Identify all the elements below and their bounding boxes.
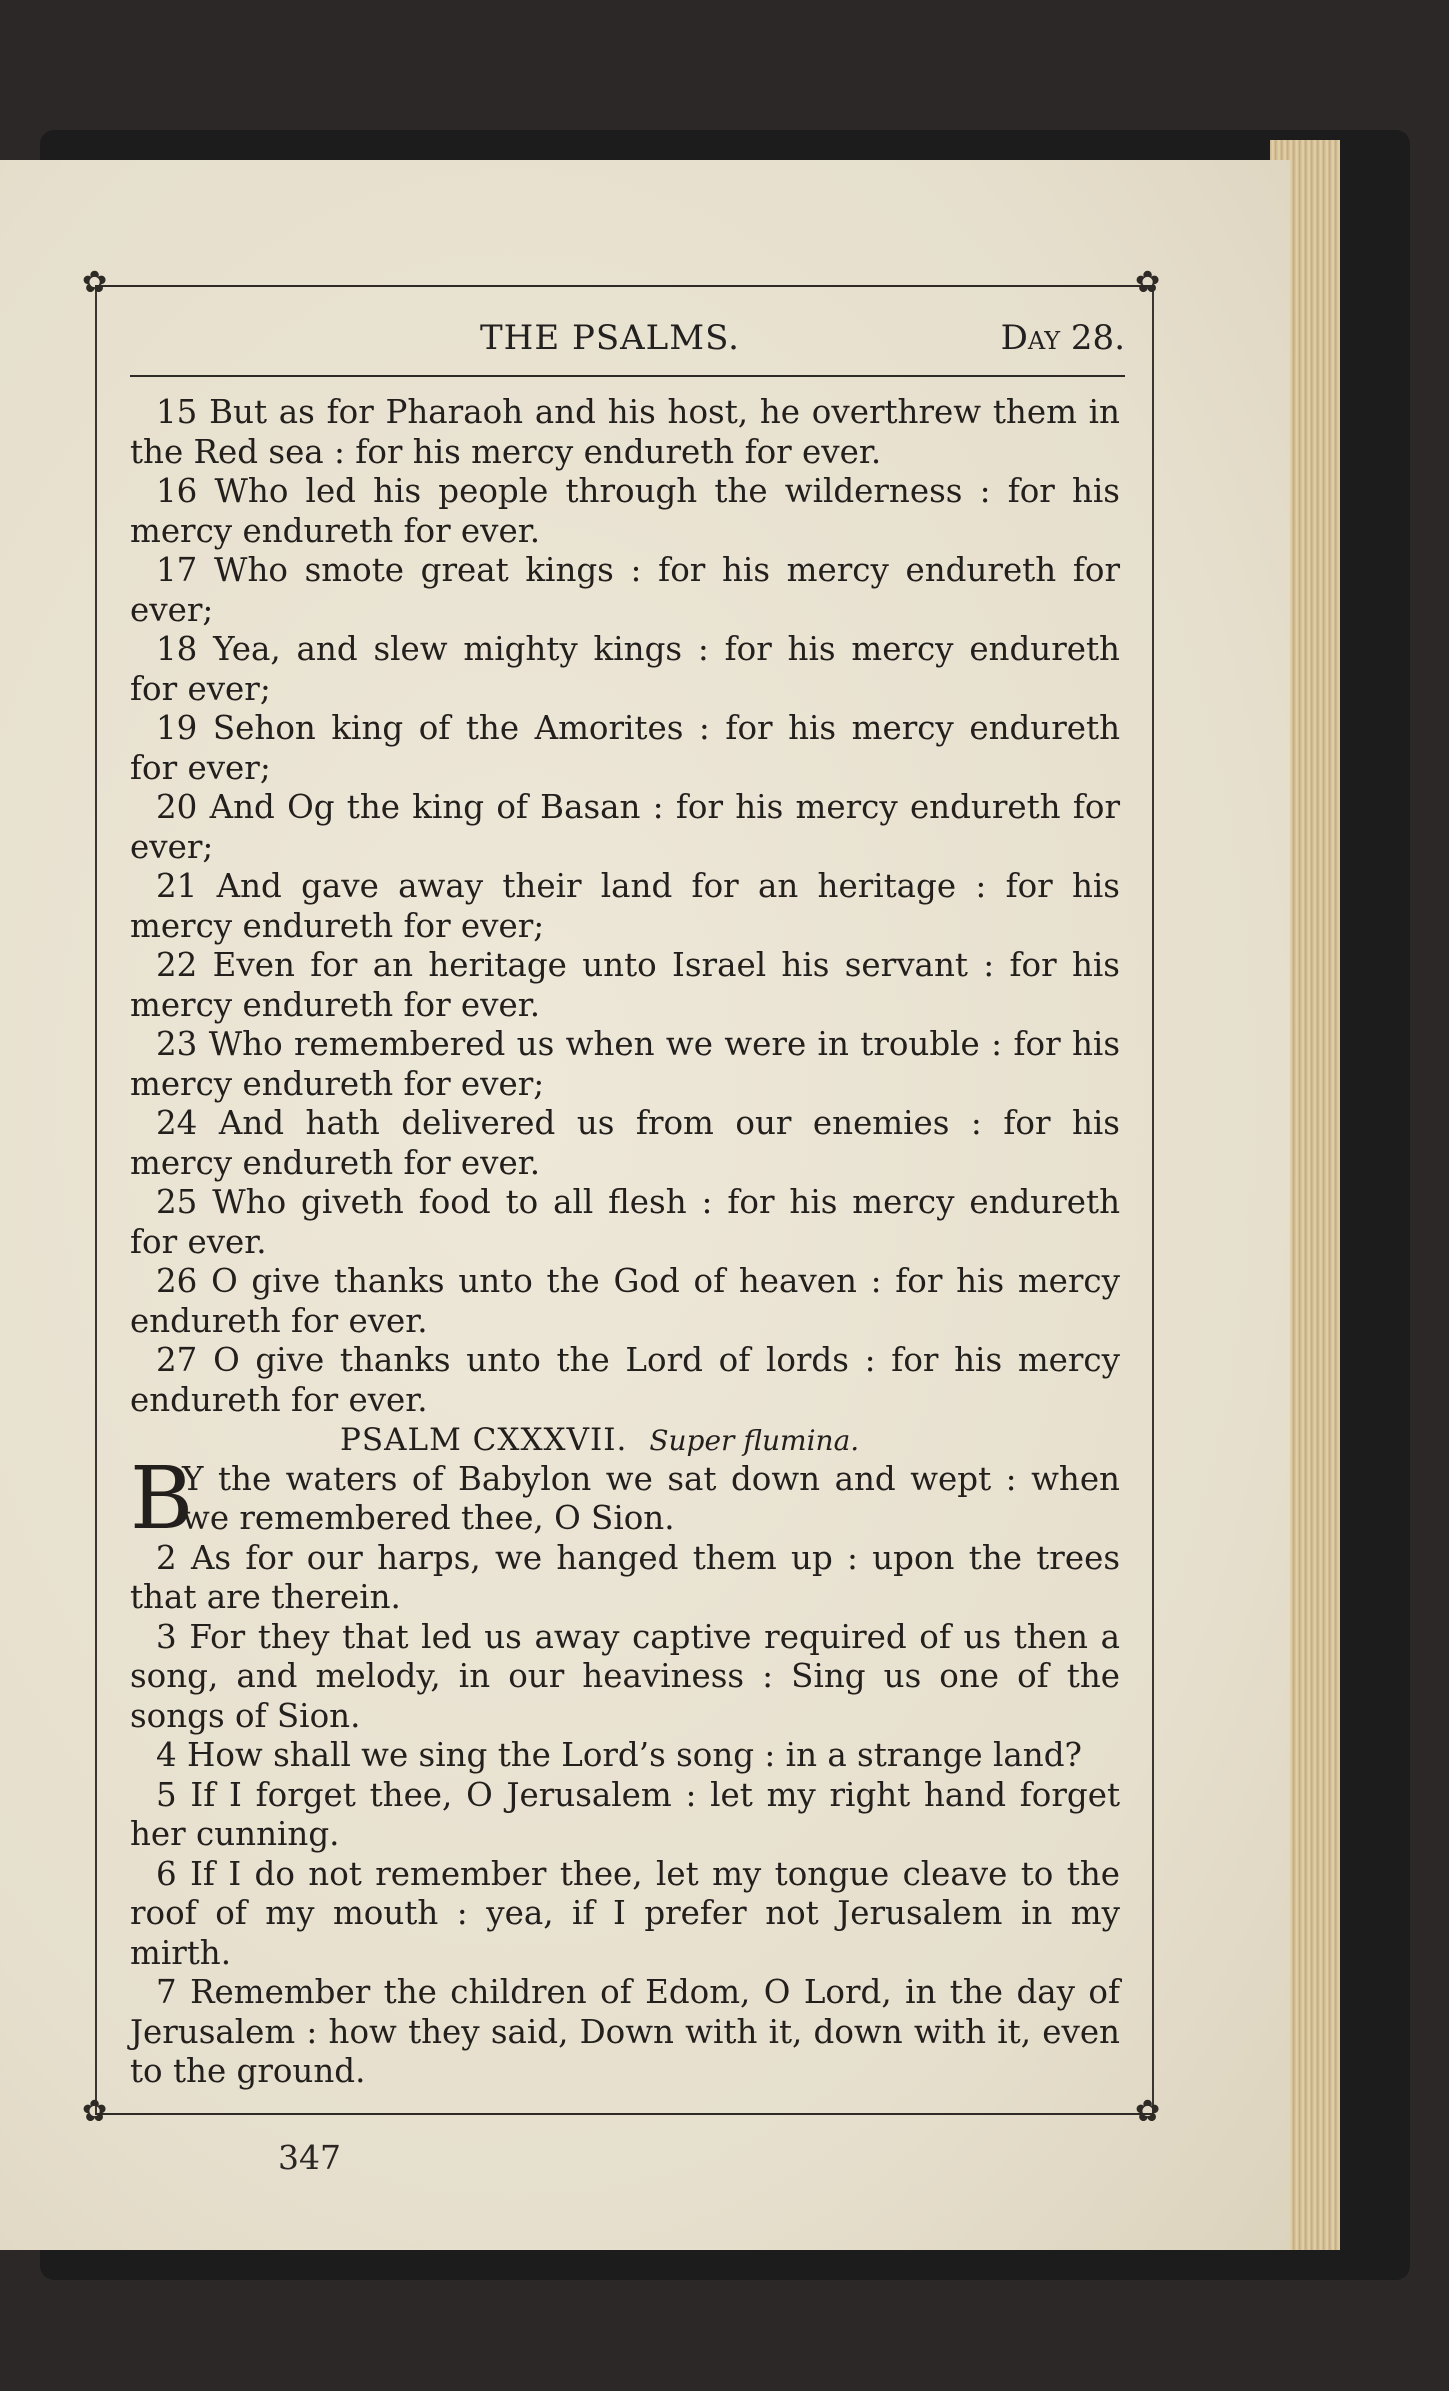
psalm-heading [130,1420,1120,1460]
ornament-bottom-left-icon: ✿ [82,2094,108,2129]
ornament-bottom-right-icon: ✿ [1135,2094,1161,2129]
day-label: Day 28. [1000,318,1125,358]
verse: 17 Who smote great kings : for his mercy endureth for ever; [130,551,1120,629]
ornament-top-left-icon: ✿ [82,265,108,300]
verse: 5 If I forget thee, O Jerusalem : let my right hand forget her cunning. [130,1775,1120,1853]
drop-cap: B [130,1448,194,1549]
page-number: 347 [278,2138,341,2177]
verse: 6 If I do not remember thee, let my tongue cleave to the roof of my mouth : yea, if I prefer not Jerusalem in my mirth. [130,1854,1120,1972]
psalm-text [130,393,1120,2092]
header-rule [130,375,1125,377]
verse: 3 For they that led us away captive required of us then a song, and melody, in our heaviness : Sing us one of the songs of Sion. [130,1617,1120,1735]
ornament-top-right-icon: ✿ [1135,265,1161,300]
verse: 16 Who led his people through the wilderness : for his mercy endureth for ever. [130,472,1120,550]
psalm-number: PSALM CXXXVII. [340,1422,628,1458]
verse: 19 Sehon king of the Amorites : for his mercy endureth for ever; [130,709,1120,787]
verse: 23 Who remembered us when we were in trouble : for his mercy endureth for ever; [130,1025,1120,1103]
top-rule [95,285,1152,287]
verse: 4 How shall we sing the Lord’s song : in a strange land? [156,1736,1082,1774]
verse: 27 O give thanks unto the Lord of lords : for his mercy endureth for ever. [130,1341,1120,1419]
verse: 22 Even for an heritage unto Israel his servant : for his mercy endureth for ever. [130,946,1120,1024]
verse: 7 Remember the children of Edom, O Lord, in the day of Jerusalem : how they said, Down with it, down with it, even to the ground. [130,1973,1120,2090]
verse: 18 Yea, and slew mighty kings : for his mercy endureth for ever; [130,630,1120,708]
bottom-rule [95,2113,1152,2115]
verse: 25 Who giveth food to all flesh : for his mercy endureth for ever. [130,1183,1120,1261]
verse: 26 O give thanks unto the God of heaven : for his mercy endureth for ever. [130,1262,1120,1340]
verse: 2 As for our harps, we hanged them up : upon the trees that are therein. [130,1538,1120,1616]
psalm-first-verse [130,1448,1120,1549]
verse: 15 But as for Pharaoh and his host, he overthrew them in the Red sea : for his mercy endureth for ever. [130,393,1120,471]
verse: 24 And hath delivered us from our enemies : for his mercy endureth for ever. [130,1104,1120,1182]
running-head [130,318,1125,368]
first-verse-text: Y the waters of Babylon we sat down and wept : when we remembered thee, O Sion. [182,1459,1120,1537]
psalm-latin-title: Super flumina. [649,1424,860,1457]
verse: 20 And Og the king of Basan : for his mercy endureth for ever; [130,788,1120,866]
page-title: THE PSALMS. [480,318,740,358]
verse: 21 And gave away their land for an heritage : for his mercy endureth for ever; [130,867,1120,945]
